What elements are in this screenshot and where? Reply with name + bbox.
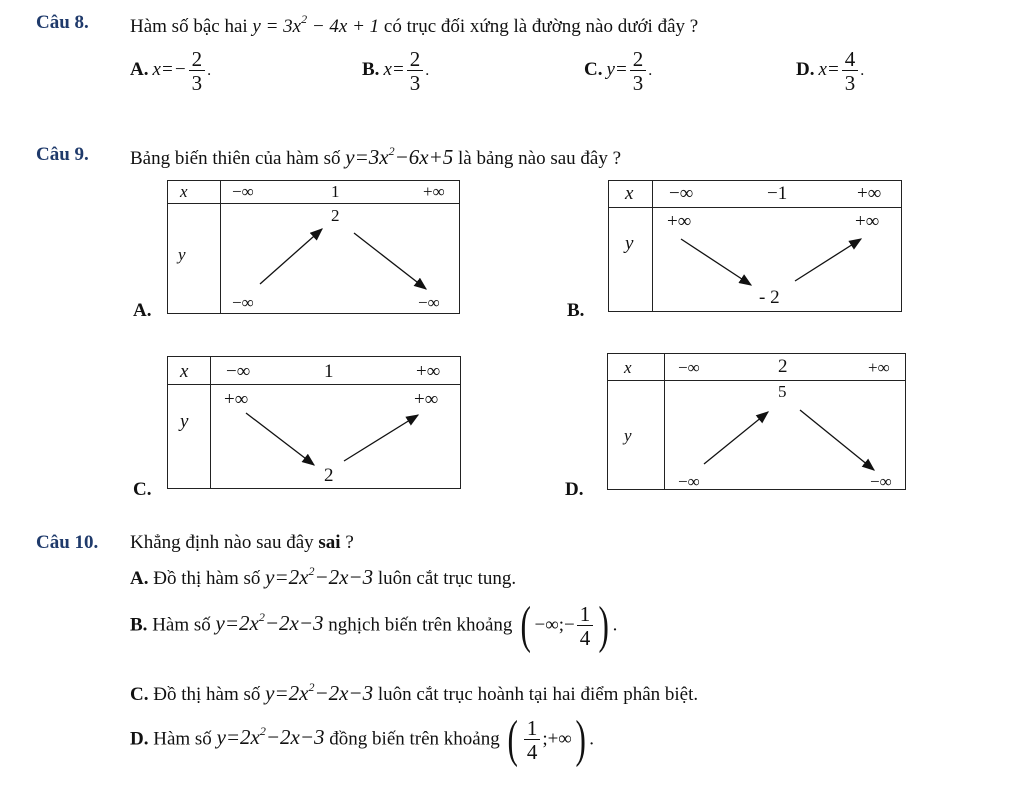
q9-option-c-letter[interactable]: C. [133, 479, 152, 500]
q8-text-after: có trục đối xứng là đường nào dưới đây ? [383, 16, 699, 37]
q9-text-before: Bảng biến thiên của hàm số [130, 148, 341, 169]
q9-table-a-arrows [168, 181, 461, 315]
func-main: y=2x [215, 611, 259, 636]
q9-func [345, 145, 453, 169]
table-y-value: 5 [778, 382, 787, 401]
interval-left: −∞;− [534, 614, 575, 636]
q8-option-d[interactable] [796, 48, 864, 95]
q8-option-d-letter: D. [796, 59, 815, 81]
q10-option-c-func [265, 681, 373, 705]
table-y-value: −∞ [870, 472, 892, 491]
table-y-value: +∞ [414, 389, 439, 410]
q8-option-a-lhs: x=− [152, 59, 187, 81]
func-main: y=2x [216, 725, 260, 750]
q10-option-a-post: luôn cắt trục tung. [377, 568, 517, 589]
q9-func-exp: 2 [388, 144, 395, 158]
func-exp: 2 [308, 564, 315, 578]
q8-option-c[interactable] [584, 48, 652, 95]
q10-label: Câu 10. [36, 532, 99, 553]
q10-option-b[interactable] [130, 597, 618, 654]
table-x-label: x [180, 361, 189, 382]
func-rest: −2x−3 [264, 611, 324, 636]
q10-option-a-func [265, 565, 373, 589]
table-x-value: −∞ [669, 183, 694, 204]
interval-right: ;+∞ [542, 728, 572, 750]
table-x-value: +∞ [868, 358, 890, 377]
table-y-value: 2 [331, 206, 340, 225]
arrow-decreasing [800, 410, 874, 470]
q9-option-b-letter[interactable]: B. [567, 300, 585, 321]
q8-option-d-fraction [842, 48, 859, 95]
q10-option-a[interactable] [130, 564, 516, 590]
table-x-value: 1 [331, 182, 340, 201]
q8-func-exp: 2 [301, 12, 308, 26]
right-paren: ) [575, 711, 586, 768]
q10-option-b-tail: . [612, 614, 618, 636]
table-y-value: −∞ [232, 293, 254, 312]
q8-option-d-lhs: x= [818, 59, 840, 81]
q10-option-a-letter: A. [130, 568, 149, 589]
table-x-value: 1 [324, 361, 334, 382]
fraction-numerator: 2 [189, 48, 206, 71]
q10-option-b-fraction [577, 603, 594, 650]
q10-option-d-tail: . [589, 728, 594, 750]
fraction-denominator: 3 [191, 71, 203, 95]
fraction-numerator: 1 [577, 603, 594, 626]
table-x-value: +∞ [857, 183, 882, 204]
right-paren: ) [598, 597, 610, 654]
q10-option-d[interactable] [130, 711, 594, 768]
q10-option-d-fraction [524, 717, 541, 764]
table-y-value: +∞ [224, 389, 249, 410]
q9-table-a[interactable] [167, 180, 460, 314]
fraction-numerator: 2 [630, 48, 647, 71]
fraction-numerator: 4 [842, 48, 859, 71]
func-exp: 2 [259, 724, 266, 739]
q8-func-main: y = 3x [252, 16, 302, 37]
q8-option-a-letter: A. [130, 59, 149, 81]
q10-option-d-post: đồng biến trên khoảng [329, 728, 500, 750]
table-y-value: 2 [324, 465, 334, 486]
table-x-value: −1 [767, 183, 788, 204]
q8-option-a-fraction [189, 48, 206, 95]
func-rest: −2x−3 [314, 565, 374, 589]
table-y-value: +∞ [667, 211, 692, 232]
q8-stem [130, 12, 698, 38]
q10-text-end: ? [345, 532, 354, 553]
fraction-denominator: 3 [632, 71, 644, 95]
q8-option-a[interactable] [130, 48, 211, 95]
arrow-increasing [344, 415, 418, 461]
q10-option-c-pre: Đồ thị hàm số [153, 684, 261, 705]
q10-option-a-pre: Đồ thị hàm số [153, 568, 261, 589]
table-y-label: y [625, 233, 634, 254]
q10-emphasis: sai [318, 532, 341, 553]
q8-label: Câu 8. [36, 12, 89, 33]
q10-option-b-post: nghịch biến trên khoảng [328, 614, 513, 636]
q8-option-c-lhs: y= [606, 59, 628, 81]
fraction-numerator: 2 [407, 48, 424, 71]
table-y-label: y [624, 426, 632, 445]
q10-text: Khẳng định nào sau đây [130, 532, 314, 553]
table-y-label: y [178, 245, 186, 264]
fraction-denominator: 4 [526, 739, 538, 764]
fraction-denominator: 3 [409, 71, 421, 95]
q8-option-c-tail: . [648, 62, 653, 80]
table-x-value: −∞ [232, 182, 254, 201]
func-exp: 2 [308, 680, 315, 694]
q8-option-c-fraction [630, 48, 647, 95]
q10-option-b-letter: B. [130, 614, 148, 636]
table-x-label: x [625, 183, 634, 204]
q8-option-b[interactable] [362, 48, 429, 95]
q8-option-b-fraction [407, 48, 424, 95]
func-rest: −2x−3 [265, 725, 325, 750]
table-x-value: 2 [778, 356, 788, 377]
fraction-denominator: 4 [579, 625, 591, 650]
q9-label: Câu 9. [36, 144, 89, 165]
table-y-label: y [180, 411, 189, 432]
table-x-label: x [180, 182, 188, 201]
q9-stem [130, 144, 621, 170]
q9-func-rest: −6x+5 [394, 145, 454, 169]
table-y-value: - 2 [759, 287, 780, 308]
q8-option-b-tail: . [425, 62, 430, 80]
q9-text-after: là bảng nào sau đây ? [458, 148, 622, 169]
arrow-increasing [260, 229, 322, 284]
q9-func-main: y=3x [345, 145, 389, 169]
func-main: y=2x [265, 681, 309, 705]
q9-table-c[interactable] [167, 356, 461, 489]
q10-option-b-pre: Hàm số [152, 614, 211, 636]
q9-option-a-letter[interactable]: A. [133, 300, 152, 321]
q8-option-c-letter: C. [584, 59, 603, 81]
func-exp: 2 [258, 610, 265, 625]
table-y-value: −∞ [678, 472, 700, 491]
q8-func [252, 12, 380, 37]
q10-option-d-pre: Hàm số [153, 728, 212, 750]
q9-table-d-arrows [608, 354, 907, 491]
q8-func-rest: − 4x + 1 [307, 16, 380, 37]
func-main: y=2x [265, 565, 309, 589]
q9-table-b-arrows [609, 181, 903, 313]
arrow-increasing [795, 239, 861, 281]
q10-option-c-letter: C. [130, 684, 149, 705]
fraction-denominator: 3 [844, 71, 856, 95]
q8-option-b-letter: B. [362, 59, 380, 81]
q8-text-before: Hàm số bậc hai [130, 16, 248, 37]
q10-option-b-func [216, 611, 324, 635]
table-y-value: −∞ [418, 293, 440, 312]
table-x-value: −∞ [226, 361, 251, 382]
table-x-value: −∞ [678, 358, 700, 377]
fraction-numerator: 1 [524, 717, 541, 740]
func-rest: −2x−3 [314, 681, 374, 705]
arrow-decreasing [681, 239, 751, 285]
q10-option-c-post: luôn cắt trục hoành tại hai điểm phân biệt. [377, 684, 699, 705]
table-x-value: +∞ [416, 361, 441, 382]
q10-stem [130, 532, 354, 554]
arrow-decreasing [354, 233, 426, 289]
q9-option-d-letter[interactable]: D. [565, 479, 584, 500]
q9-table-d[interactable] [607, 353, 906, 490]
q10-heading [36, 532, 98, 554]
q9-heading [36, 144, 89, 166]
q8-option-b-lhs: x= [383, 59, 405, 81]
arrow-increasing [704, 412, 768, 464]
table-y-value: +∞ [855, 211, 880, 232]
q10-option-d-letter: D. [130, 728, 149, 750]
q9-table-c-arrows [168, 357, 462, 490]
q8-option-d-tail: . [860, 62, 865, 80]
arrow-decreasing [246, 413, 314, 465]
left-paren: ( [507, 711, 519, 768]
q10-option-d-func [217, 725, 325, 749]
table-x-value: +∞ [423, 182, 445, 201]
q8-heading [36, 12, 89, 34]
table-x-label: x [624, 358, 632, 377]
q9-table-b[interactable] [608, 180, 902, 312]
q10-option-c[interactable] [130, 680, 698, 706]
q8-option-a-tail: . [207, 62, 212, 80]
left-paren: ( [520, 597, 532, 654]
